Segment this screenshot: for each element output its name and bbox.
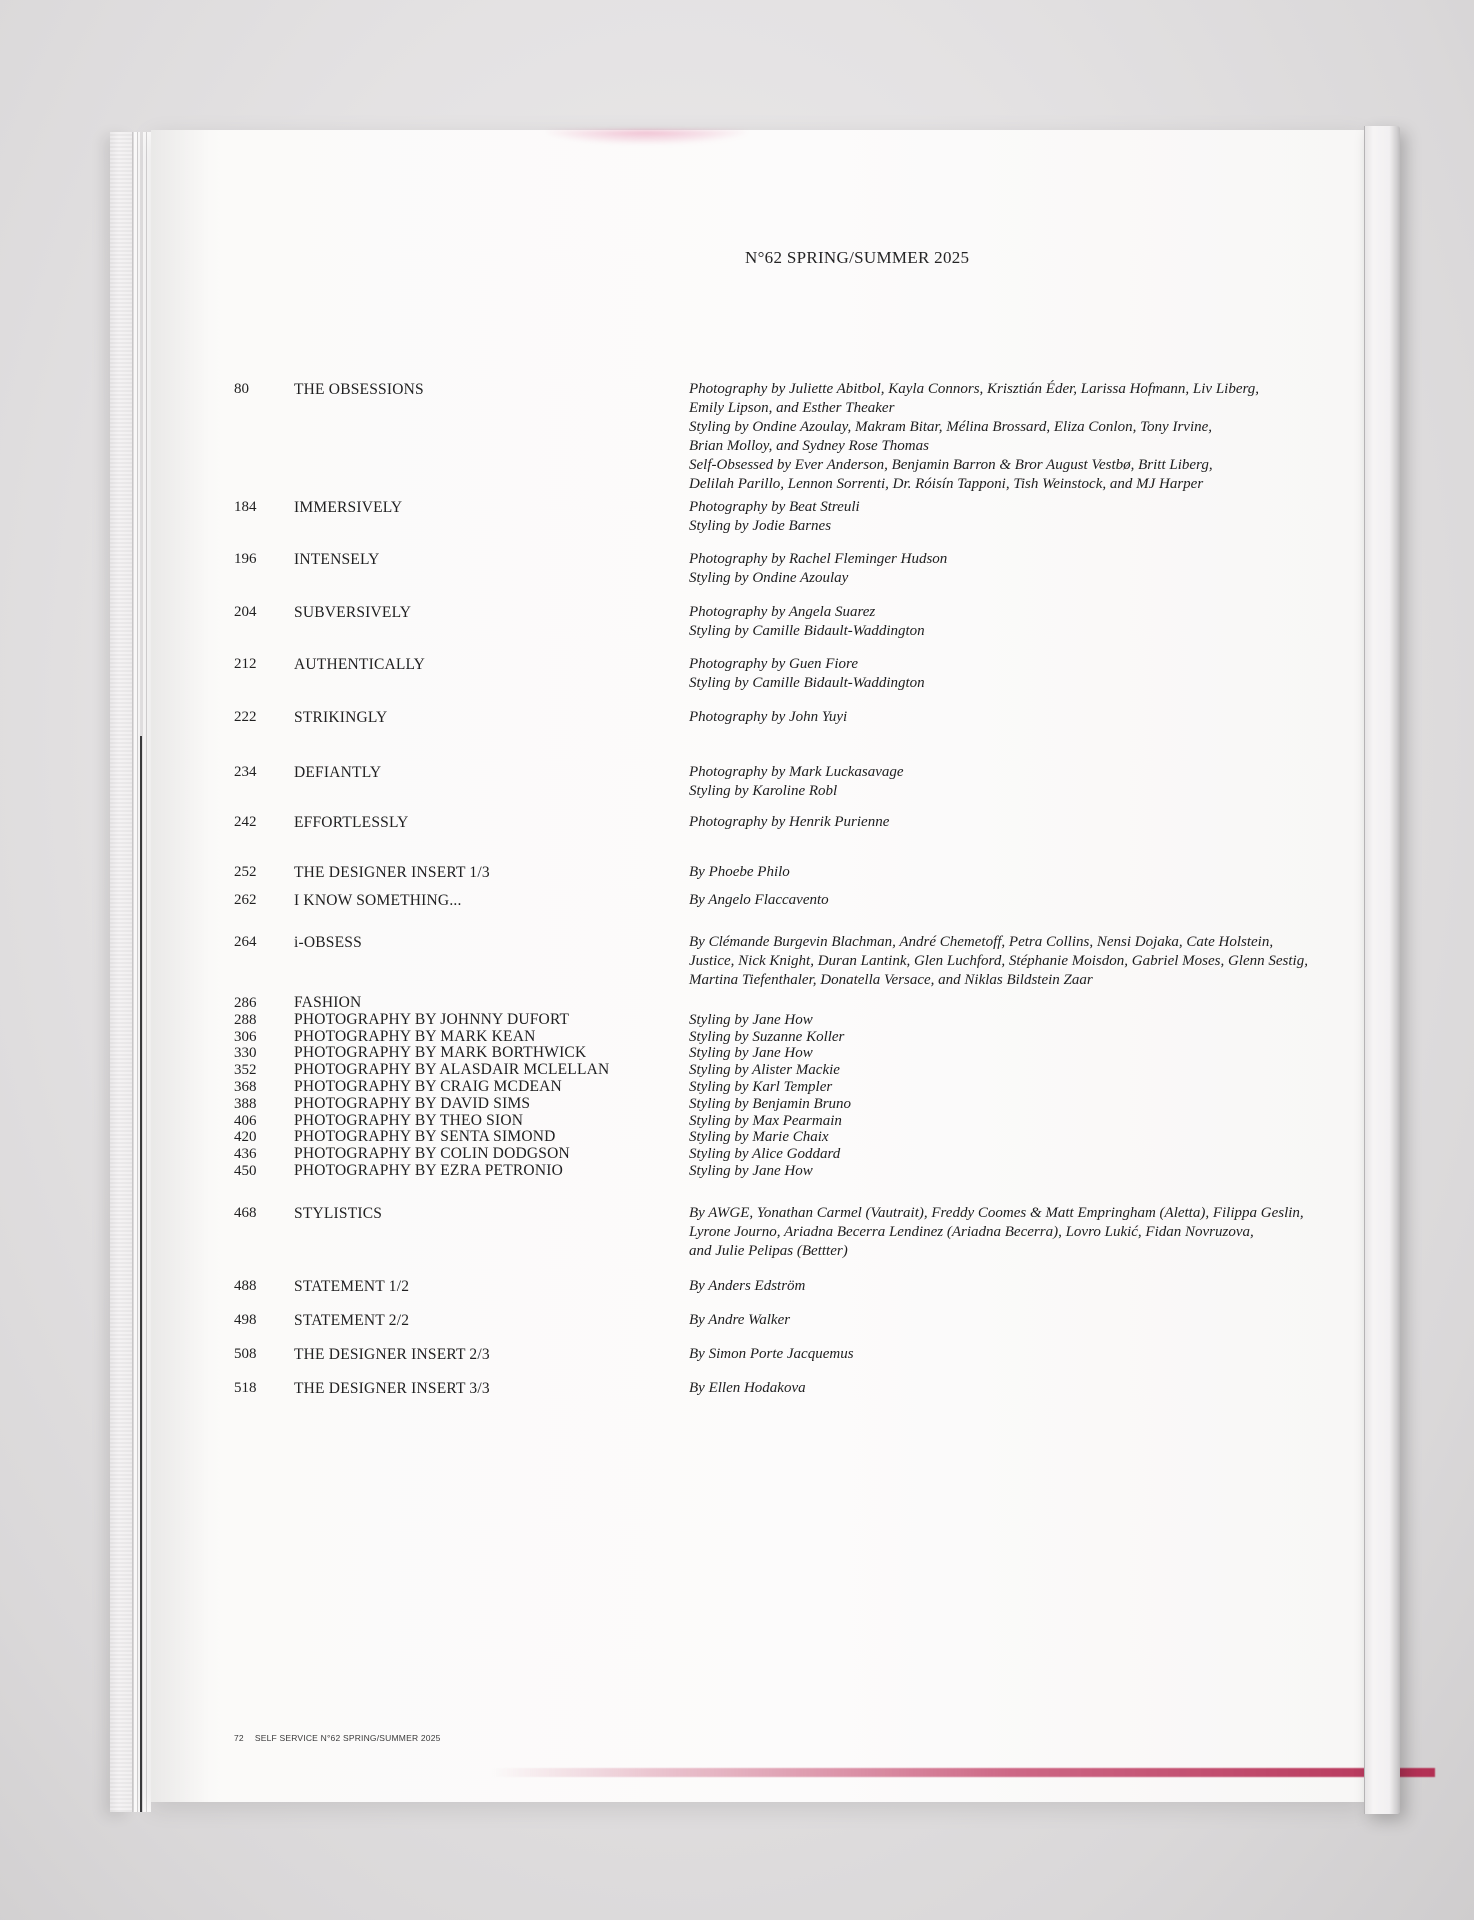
toc-page-number: 508	[234, 1345, 257, 1362]
toc-row	[151, 1277, 1344, 1296]
toc-row	[151, 708, 1344, 727]
toc-page-number: 498	[234, 1311, 257, 1328]
toc-row	[151, 1129, 1344, 1146]
credit-line: Photography by Angela Suarez	[689, 604, 876, 620]
toc-credits	[689, 1113, 1344, 1130]
toc-page-number: 80	[234, 381, 249, 397]
page-title: N°62 SPRING/SUMMER 2025	[745, 248, 970, 267]
toc-title: PHOTOGRAPHY BY EZRA PETRONIO	[294, 1161, 563, 1179]
toc-row	[151, 550, 1344, 588]
toc-row	[151, 1062, 1344, 1079]
toc-credits	[689, 603, 1344, 641]
toc-credits	[689, 498, 1344, 536]
page-footer	[234, 1733, 441, 1743]
toc-title: FASHION	[294, 994, 362, 1011]
toc-row	[151, 891, 1344, 910]
credit-line: Styling by Jane How	[689, 1162, 813, 1179]
toc-page-number: 352	[234, 1062, 257, 1079]
credit-line: Brian Molloy, and Sydney Rose Thomas	[689, 438, 929, 454]
toc-page-number: 450	[234, 1162, 257, 1179]
toc-page-number: 306	[234, 1028, 257, 1045]
credit-line: By Phoebe Philo	[689, 864, 790, 880]
toc-page-number: 252	[234, 864, 257, 880]
credit-line: By Simon Porte Jacquemus	[689, 1345, 854, 1362]
toc-page-number: 488	[234, 1277, 257, 1294]
toc-title: SUBVERSIVELY	[294, 604, 412, 621]
toc-page-number: 204	[234, 604, 257, 620]
credit-line: Styling by Marie Chaix	[689, 1129, 829, 1146]
credit-line: Styling by Jane How	[689, 1011, 813, 1028]
credit-line: Photography by Guen Fiore	[689, 656, 858, 672]
toc-title: PHOTOGRAPHY BY SENTA SIMOND	[294, 1128, 556, 1146]
toc-title: DEFIANTLY	[294, 764, 382, 781]
credit-line: Photography by Beat Streuli	[689, 499, 860, 515]
toc-row	[151, 498, 1344, 536]
toc-title: THE OBSESSIONS	[294, 381, 424, 398]
toc-page-number: 330	[234, 1045, 257, 1062]
toc-page-number: 286	[234, 995, 257, 1011]
cover-fore-edge	[1364, 126, 1400, 1814]
toc-credits	[689, 891, 1344, 910]
toc-title: THE DESIGNER INSERT 2/3	[294, 1345, 490, 1363]
toc-page-number: 406	[234, 1112, 257, 1129]
toc-row	[151, 1045, 1344, 1062]
toc-title: PHOTOGRAPHY BY COLIN DODGSON	[294, 1145, 570, 1163]
toc-row	[151, 1345, 1344, 1364]
toc-title: INTENSELY	[294, 551, 380, 568]
toc-title: EFFORTLESSLY	[294, 814, 409, 831]
toc-title: THE DESIGNER INSERT 3/3	[294, 1379, 490, 1397]
credit-line: Styling by Alister Mackie	[689, 1062, 840, 1079]
toc-page-number: 388	[234, 1095, 257, 1112]
toc-page-number: 196	[234, 551, 257, 567]
toc-credits	[689, 1012, 1344, 1029]
toc-title: PHOTOGRAPHY BY ALASDAIR MCLELLAN	[294, 1061, 610, 1079]
toc-page-number: 222	[234, 709, 257, 725]
credit-line: Styling by Max Pearmain	[689, 1112, 842, 1129]
credit-line: By AWGE, Yonathan Carmel (Vautrait), Freddy Coomes & Matt Empringham (Aletta), Filippa Geslin,	[689, 1204, 1304, 1221]
toc-credits	[689, 1096, 1344, 1113]
toc-row	[151, 863, 1344, 882]
toc-page-number: 368	[234, 1078, 257, 1095]
toc-row	[151, 933, 1344, 990]
credit-line: Styling by Karl Templer	[689, 1078, 833, 1095]
footer-page-number: 72	[234, 1733, 244, 1743]
toc-page-number: 420	[234, 1129, 257, 1146]
toc-page-number: 234	[234, 764, 257, 780]
toc-row	[151, 1311, 1344, 1330]
credit-line: Photography by Henrik Purienne	[689, 814, 890, 830]
toc-title: i-OBSESS	[294, 934, 362, 951]
toc-page-number: 288	[234, 1011, 257, 1028]
toc-row	[151, 1163, 1344, 1180]
toc-page-number: 436	[234, 1146, 257, 1163]
page-stack-dark-line	[140, 736, 142, 1812]
toc-row	[151, 1096, 1344, 1113]
toc-page-number: 264	[234, 934, 257, 950]
toc-row	[151, 1146, 1344, 1163]
toc-row	[151, 813, 1344, 832]
toc-row	[151, 1379, 1344, 1398]
toc-row	[151, 603, 1344, 641]
toc-row	[151, 655, 1344, 693]
toc-credits	[689, 1345, 1344, 1364]
toc-row	[151, 1079, 1344, 1096]
toc-page-number: 262	[234, 892, 257, 908]
toc-credits	[689, 933, 1344, 990]
credit-line: Styling by Camille Bidault-Waddington	[689, 675, 925, 691]
pink-ink-smudge-top	[546, 130, 746, 144]
credit-line: Justice, Nick Knight, Duran Lantink, Glen Luchford, Stéphanie Moisdon, Gabriel Moses, Glenn Sestig,	[689, 953, 1308, 969]
toc-page-number: 212	[234, 656, 257, 672]
toc-row	[151, 1204, 1344, 1261]
pink-fore-edge-bottom	[491, 1768, 1435, 1777]
credit-line: Photography by John Yuyi	[689, 709, 848, 725]
toc-credits	[689, 380, 1344, 494]
credit-line: Styling by Benjamin Bruno	[689, 1095, 852, 1112]
toc-title: THE DESIGNER INSERT 1/3	[294, 864, 490, 881]
toc-row	[151, 1113, 1344, 1130]
credit-line: and Julie Pelipas (Bettter)	[689, 1242, 848, 1259]
toc-credits	[689, 1277, 1344, 1296]
toc-page-number: 518	[234, 1379, 257, 1396]
toc-row	[151, 1012, 1344, 1029]
toc-title: PHOTOGRAPHY BY MARK KEAN	[294, 1027, 536, 1045]
toc-title: AUTHENTICALLY	[294, 656, 426, 673]
toc-credits	[689, 655, 1344, 693]
credit-line: Styling by Ondine Azoulay, Makram Bitar, Mélina Brossard, Eliza Conlon, Tony Irvine,	[689, 419, 1213, 435]
toc-credits	[689, 550, 1344, 588]
toc-title: PHOTOGRAPHY BY CRAIG MCDEAN	[294, 1077, 562, 1095]
credit-line: Lyrone Journo, Ariadna Becerra Lendinez (Ariadna Becerra), Lovro Lukić, Fidan Novruzova,	[689, 1223, 1254, 1240]
toc-list	[151, 380, 1344, 1412]
credit-line: Styling by Karoline Robl	[689, 783, 838, 799]
toc-credits	[689, 1062, 1344, 1079]
credit-line: Styling by Suzanne Koller	[689, 1028, 845, 1045]
toc-title: STATEMENT 1/2	[294, 1277, 410, 1295]
credit-line: Styling by Alice Goddard	[689, 1146, 841, 1163]
toc-title: I KNOW SOMETHING...	[294, 892, 462, 909]
toc-credits	[689, 763, 1344, 801]
credit-line: By Clémande Burgevin Blachman, André Chemetoff, Petra Collins, Nensi Dojaka, Cate Holstein,	[689, 934, 1274, 950]
toc-row	[151, 995, 1344, 1012]
toc-credits	[689, 1129, 1344, 1146]
toc-title: PHOTOGRAPHY BY MARK BORTHWICK	[294, 1044, 587, 1062]
credit-line: Styling by Ondine Azoulay	[689, 570, 849, 586]
credit-line: Photography by Mark Luckasavage	[689, 764, 904, 780]
toc-title: IMMERSIVELY	[294, 499, 403, 516]
toc-credits	[689, 1379, 1344, 1398]
toc-row	[151, 380, 1344, 494]
toc-credits	[689, 1163, 1344, 1180]
toc-title: STATEMENT 2/2	[294, 1311, 410, 1329]
credit-line: Styling by Jodie Barnes	[689, 518, 832, 534]
toc-title: PHOTOGRAPHY BY DAVID SIMS	[294, 1094, 531, 1112]
toc-credits	[689, 1146, 1344, 1163]
toc-page-number: 242	[234, 814, 257, 830]
toc-credits	[689, 1079, 1344, 1096]
page-stack-line	[132, 132, 133, 1812]
toc-credits	[689, 1045, 1344, 1062]
book-spine-cloth-edge	[110, 132, 132, 1812]
credit-line: Styling by Jane How	[689, 1045, 813, 1062]
contents-page	[151, 130, 1364, 1802]
toc-title: STRIKINGLY	[294, 709, 388, 726]
toc-row	[151, 1029, 1344, 1046]
toc-title: STYLISTICS	[294, 1204, 383, 1222]
credit-line: Emily Lipson, and Esther Theaker	[689, 400, 895, 416]
toc-row	[151, 763, 1344, 801]
toc-page-number: 184	[234, 499, 257, 515]
toc-credits	[689, 1204, 1344, 1261]
toc-credits	[689, 1311, 1344, 1330]
credit-line: By Anders Edström	[689, 1277, 806, 1294]
toc-title: PHOTOGRAPHY BY THEO SION	[294, 1111, 524, 1129]
toc-credits	[689, 813, 1344, 832]
credit-line: Delilah Parillo, Lennon Sorrenti, Dr. Róisín Tapponi, Tish Weinstock, and MJ Harper	[689, 476, 1204, 492]
credit-line: Styling by Camille Bidault-Waddington	[689, 623, 925, 639]
credit-line: By Ellen Hodakova	[689, 1379, 806, 1396]
credit-line: By Andre Walker	[689, 1311, 791, 1328]
credit-line: Photography by Rachel Fleminger Hudson	[689, 551, 948, 567]
credit-line: Photography by Juliette Abitbol, Kayla Connors, Krisztián Éder, Larissa Hofmann, Liv Liberg,	[689, 381, 1260, 397]
toc-credits	[689, 708, 1344, 727]
footer-magazine-title: SELF SERVICE N°62 SPRING/SUMMER 2025	[254, 1733, 441, 1743]
toc-credits	[689, 1029, 1344, 1046]
magazine-book	[90, 126, 1412, 1818]
toc-title: PHOTOGRAPHY BY JOHNNY DUFORT	[294, 1010, 570, 1028]
toc-credits	[689, 995, 1344, 1012]
credit-line: Self-Obsessed by Ever Anderson, Benjamin Barron & Bror August Vestbø, Britt Liberg,	[689, 457, 1213, 473]
credit-line: By Angelo Flaccavento	[689, 892, 829, 908]
credit-line: Martina Tiefenthaler, Donatella Versace, and Niklas Bildstein Zaar	[689, 972, 1093, 988]
toc-credits	[689, 863, 1344, 882]
toc-page-number: 468	[234, 1204, 257, 1221]
